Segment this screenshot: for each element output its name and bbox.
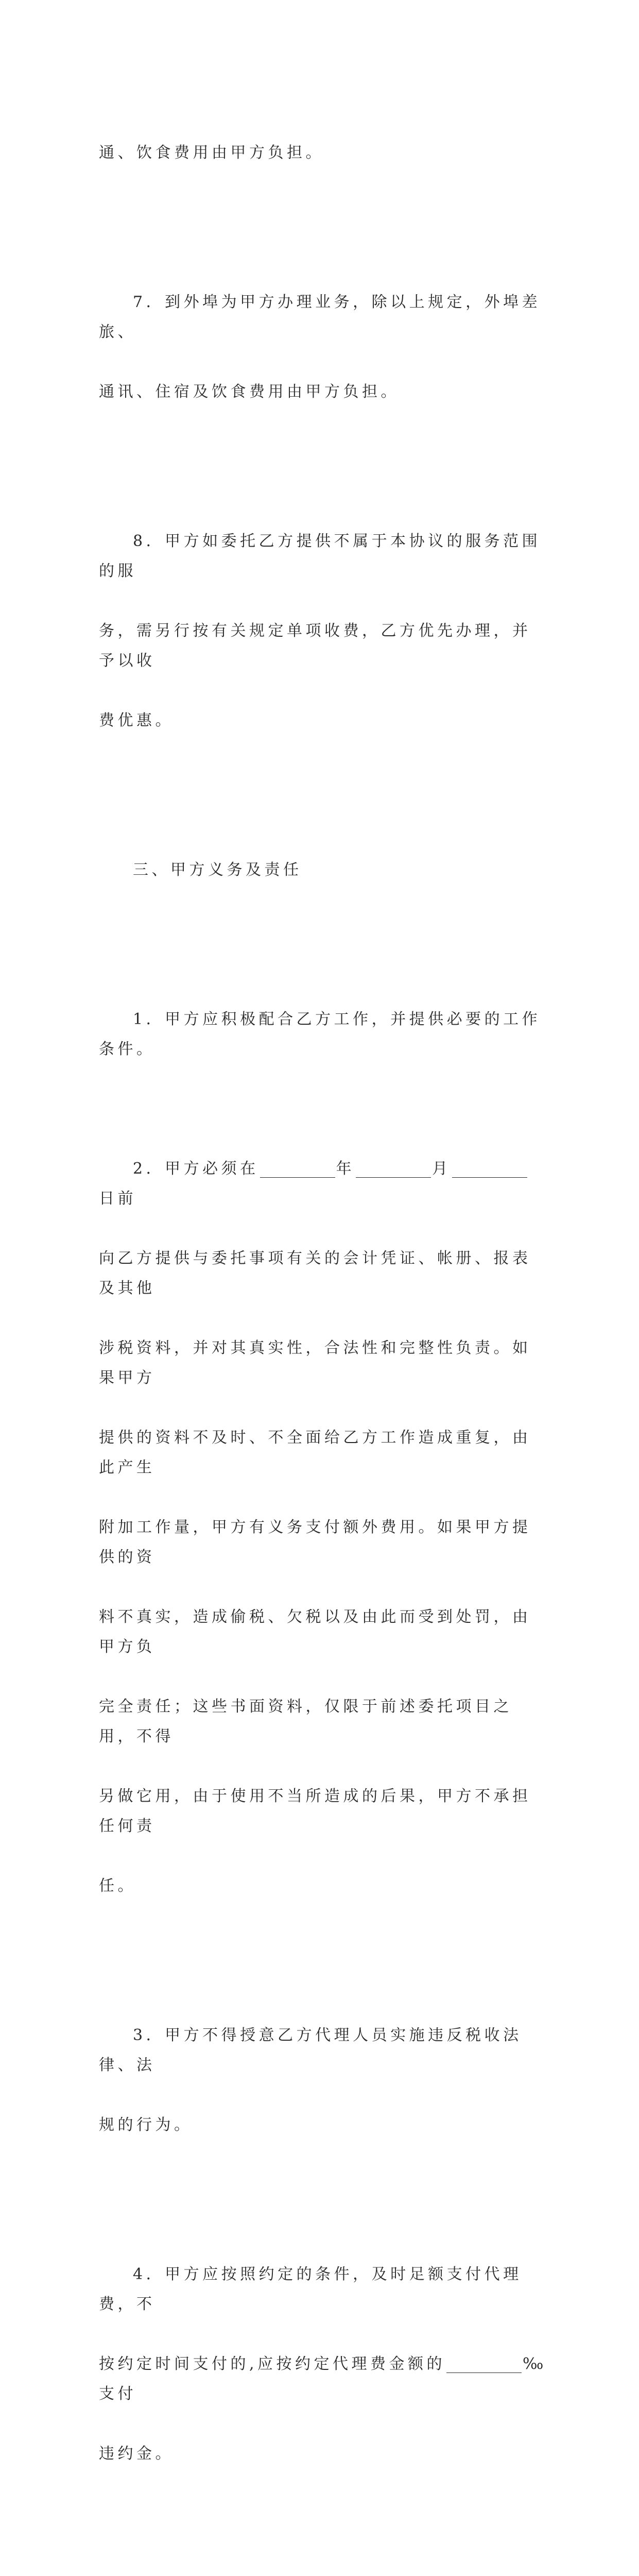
text-line: 另做它用，由于使用不当所造成的后果，甲方不承担任何责	[99, 1787, 531, 1835]
clause-prefix: 2．甲方必须在	[133, 1160, 259, 1178]
text-line: 向乙方提供与委托事项有关的会计凭证、帐册、报表及其他	[99, 1249, 531, 1297]
section-heading-party-a-obligations	[99, 795, 547, 945]
paragraph-a-clause-4	[99, 2200, 547, 2529]
text-line-with-rate-blank	[99, 2349, 547, 2403]
text-line: 通讯、住宿及饮食费用由甲方负担。	[99, 383, 400, 401]
rate-prefix: 按约定时间支付的,应按约定代理费金额的	[99, 2355, 446, 2373]
year-label: 年	[336, 1160, 355, 1178]
text-line: 任。	[99, 1877, 136, 1895]
section-heading-party-b-obligations	[99, 2529, 547, 2576]
section-heading: 三、甲方义务及责任	[133, 861, 302, 879]
text-line: 通、饮食费用由甲方负担。	[99, 144, 324, 162]
day-blank[interactable]	[452, 1162, 527, 1178]
text-line: 1．甲方应积极配合乙方工作，并提供必要的工作条件。	[99, 1010, 541, 1058]
day-label: 日前	[99, 1190, 136, 1208]
text-line: 务，需另行按有关规定单项收费，乙方优先办理，并予以收	[99, 622, 531, 670]
paragraph-fee-continuation	[99, 78, 547, 228]
text-line: 8．甲方如委托乙方提供不属于本协议的服务范围的服	[99, 532, 541, 580]
text-line: 4．甲方应按照约定的条件，及时足额支付代理费，不	[99, 2265, 522, 2313]
text-line: 涉税资料，并对其真实性，合法性和完整性负责。如果甲方	[99, 1339, 531, 1387]
document-body	[99, 78, 547, 2576]
text-line: 3．甲方不得授意乙方代理人员实施违反税收法律、法	[99, 2026, 522, 2074]
text-line: 费优惠。	[99, 711, 174, 730]
year-blank[interactable]	[260, 1162, 335, 1178]
paragraph-clause-7	[99, 228, 547, 467]
rate-suffix: ‰支付	[99, 2355, 547, 2403]
paragraph-a-clause-3	[99, 1961, 547, 2200]
text-line: 附加工作量，甲方有义务支付额外费用。如果甲方提供的资	[99, 1518, 531, 1566]
month-label: 月	[432, 1160, 451, 1178]
text-line: 料不真实，造成偷税、欠税以及由此而受到处罚，由甲方负	[99, 1608, 531, 1656]
paragraph-clause-8	[99, 467, 547, 795]
month-blank[interactable]	[356, 1162, 431, 1178]
text-line: 7．到外埠为甲方办理业务，除以上规定，外埠差旅、	[99, 293, 541, 341]
paragraph-a-clause-1	[99, 945, 547, 1094]
text-line: 违约金。	[99, 2445, 174, 2463]
text-line: 规的行为。	[99, 2116, 193, 2134]
paragraph-a-clause-2	[99, 1094, 547, 1961]
text-line: 完全责任；这些书面资料，仅限于前述委托项目之用，不得	[99, 1698, 512, 1745]
text-line-with-date-blanks	[99, 1154, 547, 1208]
text-line: 提供的资料不及时、不全面给乙方工作造成重复，由此产生	[99, 1429, 531, 1477]
penalty-rate-blank[interactable]	[446, 2357, 522, 2373]
